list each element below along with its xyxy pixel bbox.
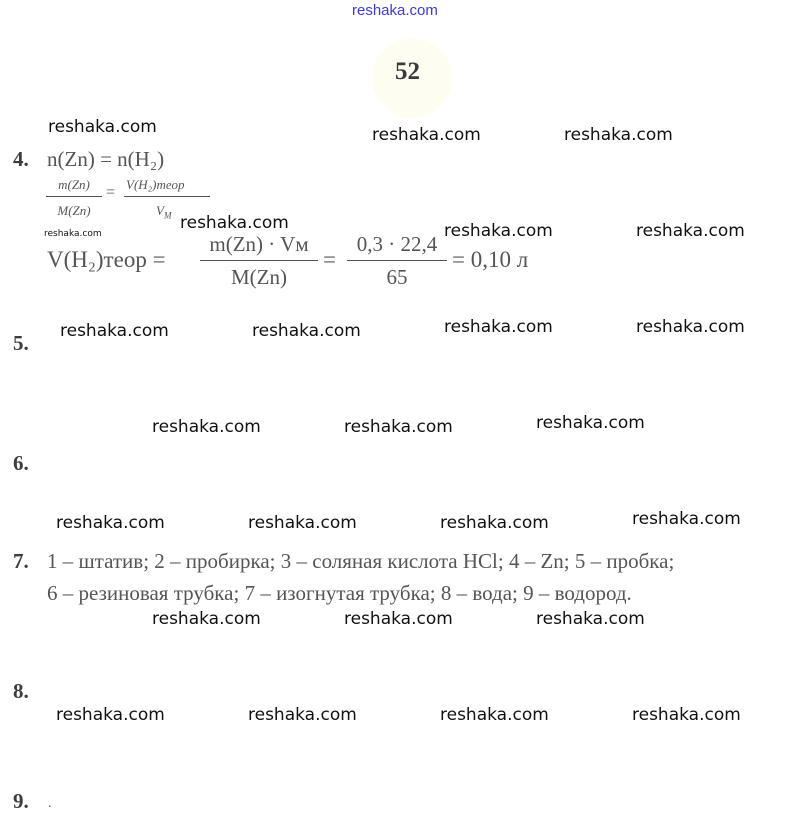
fraction-denominator: $V_M$ bbox=[156, 203, 172, 221]
watermark: reshaka.com bbox=[248, 513, 357, 533]
fraction-numerator: m(Zn) bbox=[58, 177, 90, 192]
site-link[interactable]: reshaka.com bbox=[352, 2, 438, 19]
watermark: reshaka.com bbox=[636, 317, 745, 337]
fraction-numerator: V(H₂)теор bbox=[126, 177, 185, 192]
fraction-denominator: M(Zn) bbox=[57, 203, 91, 218]
watermark: reshaka.com bbox=[372, 125, 481, 145]
watermark: reshaka.com bbox=[180, 213, 289, 233]
fraction-bar bbox=[200, 260, 318, 261]
fraction-denominator: 65 bbox=[386, 265, 408, 289]
problem-number-8: 8. bbox=[13, 679, 29, 703]
problem-number-9: 9. bbox=[13, 789, 29, 813]
stray-mark: . bbox=[48, 796, 52, 811]
fraction-numerator: m(Zn) · Vм bbox=[209, 232, 309, 256]
watermark: reshaka.com bbox=[56, 513, 165, 533]
watermark: reshaka.com bbox=[252, 321, 361, 341]
watermark: reshaka.com bbox=[632, 509, 741, 529]
apparatus-legend-line-1: 1 – штатив; 2 – пробирка; 3 – соляная кислота HCl; 4 – Zn; 5 – пробка; bbox=[47, 549, 675, 573]
watermark: reshaka.com bbox=[636, 221, 745, 241]
watermark: reshaka.com bbox=[444, 317, 553, 337]
equals-sign: = bbox=[323, 247, 336, 272]
fraction-numerator: 0,3 · 22,4 bbox=[356, 232, 438, 256]
watermark: reshaka.com bbox=[56, 705, 165, 725]
watermark: reshaka.com bbox=[440, 705, 549, 725]
problem-number-7: 7. bbox=[13, 549, 29, 573]
watermark: reshaka.com bbox=[344, 609, 453, 629]
watermark: reshaka.com bbox=[536, 609, 645, 629]
watermark: reshaka.com bbox=[564, 125, 673, 145]
mole-equality: n(Zn) = n(H₂) bbox=[47, 147, 165, 171]
watermark: reshaka.com bbox=[152, 609, 261, 629]
problem-number-6: 6. bbox=[13, 451, 29, 475]
fraction-bar bbox=[46, 196, 102, 197]
watermark: reshaka.com bbox=[344, 417, 453, 437]
watermark: reshaka.com bbox=[48, 117, 157, 137]
watermark: reshaka.com bbox=[152, 417, 261, 437]
equals-sign: = bbox=[106, 184, 116, 201]
page-number: 52 bbox=[395, 58, 420, 85]
fraction-bar bbox=[347, 260, 447, 261]
watermark: reshaka.com bbox=[632, 705, 741, 725]
fraction-bar bbox=[124, 196, 210, 197]
problem-number-4: 4. bbox=[13, 147, 29, 171]
watermark: reshaka.com bbox=[444, 221, 553, 241]
problem-number-5: 5. bbox=[13, 331, 29, 355]
watermark-small: reshaka.com bbox=[44, 229, 102, 239]
watermark: reshaka.com bbox=[536, 413, 645, 433]
fraction-denominator: M(Zn) bbox=[231, 265, 287, 289]
volume-result: = 0,10 л bbox=[452, 247, 529, 272]
watermark: reshaka.com bbox=[440, 513, 549, 533]
watermark: reshaka.com bbox=[60, 321, 169, 341]
volume-lhs: V(H₂)теор = bbox=[47, 247, 166, 272]
apparatus-legend-line-2: 6 – резиновая трубка; 7 – изогнутая трубка; 8 – вода; 9 – водород. bbox=[47, 581, 632, 605]
watermark: reshaka.com bbox=[248, 705, 357, 725]
